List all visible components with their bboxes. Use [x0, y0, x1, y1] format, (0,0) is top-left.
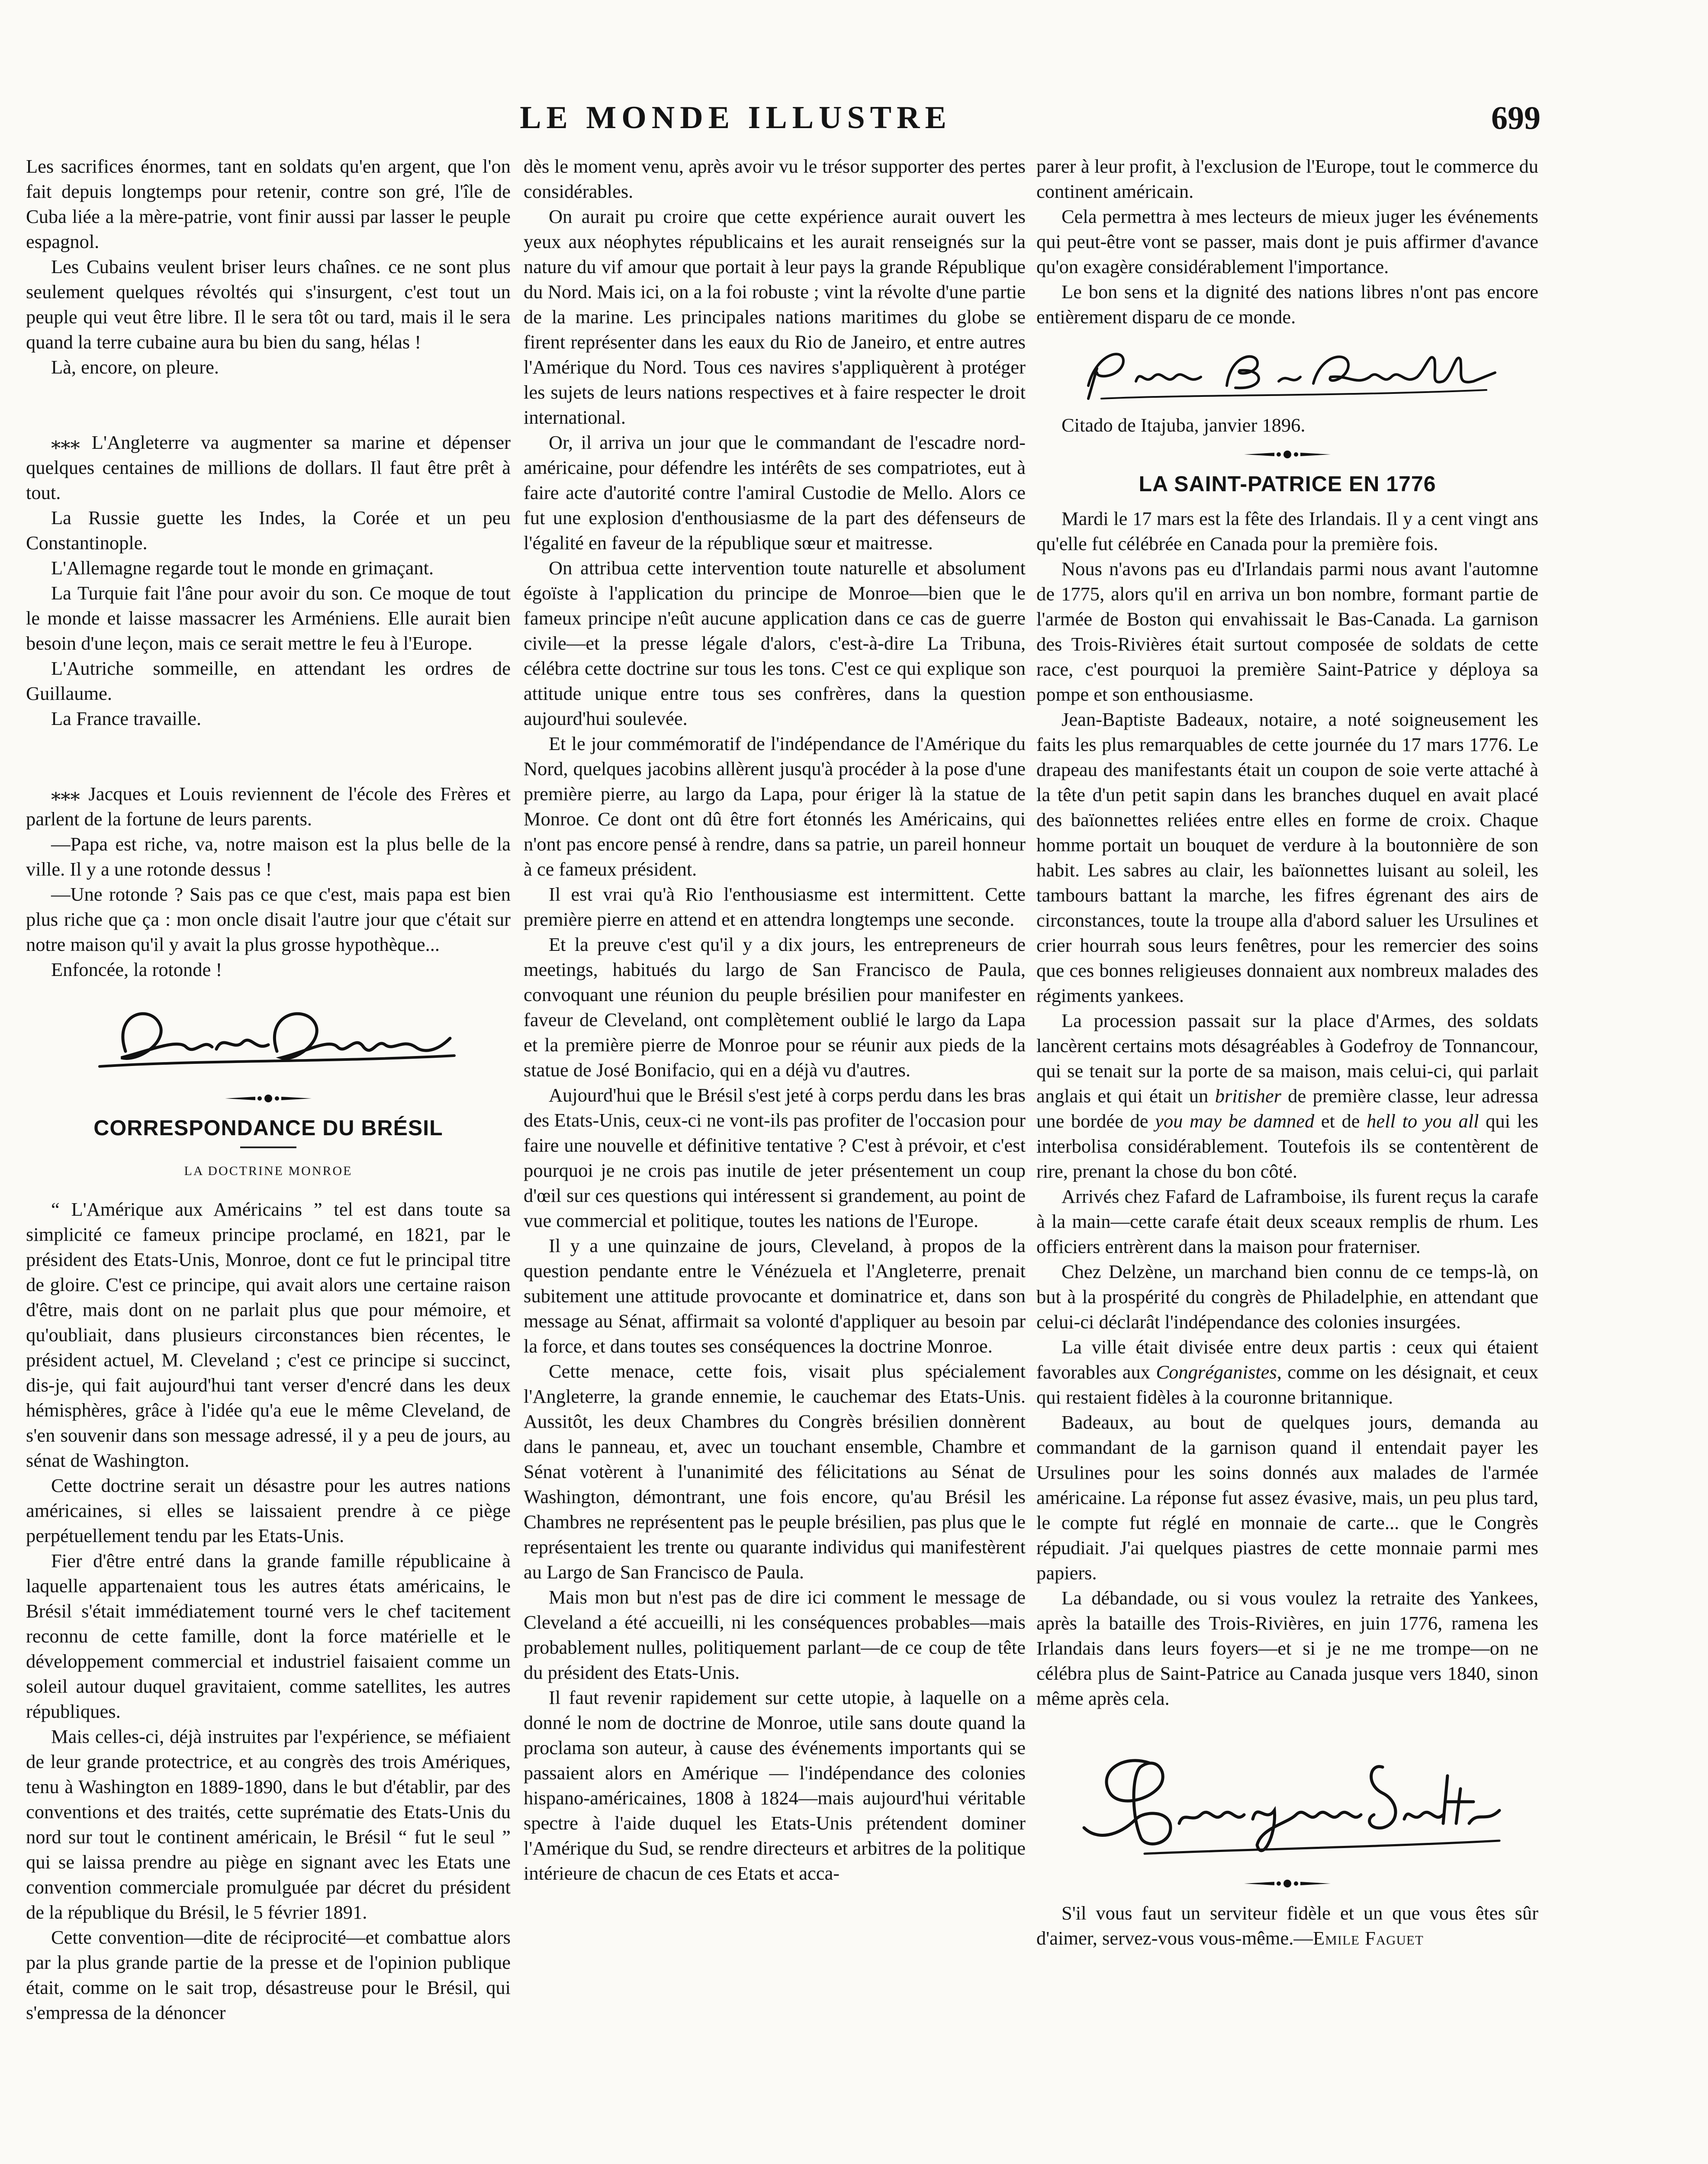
paragraph: Mardi le 17 mars est la fête des Irlandais. Il y a cent vingt ans qu'elle fut célébrée en Canada pour la première fois.	[1036, 508, 1538, 554]
paragraph: ⁎⁎⁎ L'Angleterre va augmenter sa marine et dépenser quelques centaines de millions de dollars. Il faut être prêt à tout.	[26, 432, 511, 503]
paragraph: La débandade, ou si vous voulez la retraite des Yankees, après la bataille des Trois-Rivières, en juin 1776, ramena les Irlandais dans leurs foyers—et si je ne me trompe—on ne célébra plus de Saint-Patrice au Canada jusque vers 1840, sinon même après cela.	[1036, 1587, 1538, 1709]
paragraph: Cette menace, cette fois, visait plus spécialement l'Angleterre, la grande ennemie, le cauchemar des Etats-Unis. Aussitôt, les deux Chambres du Congrès brésilien donnèrent dans le panneau, et, avec un touchant ensemble, Chambre et Sénat votèrent à l'unanimité des félicitations au Sénat de Washington, démontrant, une fois encore, qu'au Brésil les Chambres ne représentent pas le peuple brésilien, pas plus que le représentaient les trente ou quarante individus qui manifestèrent au Largo de San Francisco de Paula.	[524, 1360, 1026, 1583]
paragraph: dès le moment venu, après avoir vu le trésor supporter des pertes considérables.	[524, 155, 1026, 202]
paragraph: —Une rotonde ? Sais pas ce que c'est, mais papa est bien plus riche que ça : mon oncle disait l'autre jour que c'était sur notre maison qu'il y avait la plus grosse hypothèque...	[26, 883, 511, 955]
closing-quote	[1036, 1900, 1538, 1951]
text-run: et de	[1314, 1110, 1367, 1132]
italic-phrase: you may be damned	[1155, 1110, 1315, 1132]
paragraph: Cette doctrine serait un désastre pour les autres nations américaines, si elles se laissaient prendre à ce piège perpétuellement tendu par les Etats-Unis.	[26, 1475, 511, 1546]
handwritten-signature-ledieu	[74, 986, 463, 1082]
paragraph: “ L'Amérique aux Américains ” tel est dans toute sa simplicité ce fameux principe proclamé, en 1821, par le président des Etats-Unis, Monroe, dont ce fut le principal titre de gloire. C'est ce principe, qui avait alors une certaine raison d'être, mais dont on ne parlait plus que pour mémoire, et qu'oubliait, dans plusieurs circonstances bien récentes, le président actuel, M. Cleveland ; c'est ce principe si succinct, dis-je, qui fait aujourd'hui tant verser d'encré dans les deux hémisphères, grâce à l'idée qu'a eue le même Cleveland, de s'en souvenir dans son message adressé, il y a peu de jours, au sénat de Washington.	[26, 1198, 511, 1471]
paragraph: Cette convention—dite de réciprocité—et combattue alors par la plus grande partie de la presse et de l'opinion publique était, comme on le sait trop, désastreuse pour le Brésil, qui s'empressa de la dénoncer	[26, 1926, 511, 2023]
article-heading: LA SAINT-PATRICE EN 1776	[1139, 472, 1436, 496]
paragraph: Or, il arriva un jour que le commandant de l'escadre nord-américaine, pour défendre les intérêts de ses compatriotes, eut à faire acte d'autorité contre l'amiral Custodie de Mello. Alors ce fut une explosion d'enthousiasme de la part des défenseurs de l'égalité en faveur de la république sœur et maitresse.	[524, 432, 1026, 554]
paragraph: parer à leur profit, à l'exclusion de l'Europe, tout le commerce du continent américain.	[1036, 155, 1538, 202]
handwritten-signature-boucherville	[1071, 334, 1504, 407]
paragraph: Mais celles-ci, déjà instruites par l'expérience, se méfiaient de leur grande protectrice, et au congrès des trois Amériques, tenu à Washington en 1889-1890, dans le but d'établir, par des conventions et des traités, cette suprématie des Etats-Unis du nord sur tout le continent américain, le Brésil “ fut le seul ” qui se laissa prendre au piège en signant avec les Etats une convention commerciale promulguée par décret du président de la république du Brésil, le 5 février 1891.	[26, 1726, 511, 1923]
quote-text: S'il vous faut un serviteur fidèle et un que vous êtes sûr d'aimer, servez-vous vous-même.—	[1036, 1902, 1538, 1949]
paragraph: La Russie guette les Indes, la Corée et un peu Constantinople.	[26, 507, 511, 554]
paragraph: Arrivés chez Fafard de Laframboise, ils furent reçus la carafe à la main—cette carafe était deux sceaux remplis de rhum. Les officiers entrèrent dans la maison pour fraterniser.	[1036, 1185, 1538, 1257]
paragraph: Les Cubains veulent briser leurs chaînes. ce ne sont plus seulement quelques révoltés qui s'insurgent, c'est tout un peuple qui veut être libre. Il le sera tôt ou tard, mais il le sera quand la terre cubaine aura bu bien du sang, hélas !	[26, 256, 511, 353]
paragraph: Il faut revenir rapidement sur cette utopie, à laquelle on a donné le nom de doctrine de Monroe, utile sans doute quand la proclama son auteur, à cause des événements importants qui se passaient alors en Amérique — l'indépendance des colonies hispano-américaines, 1808 à 1824—mais aujourd'hui véritable spectre à l'aide duquel les Etats-Unis prétendent dominer l'Amérique du Sud, se rendre directeurs et arbitres de la politique intérieure de chacun de ces Etats et acca-	[524, 1687, 1026, 1884]
paragraph: Là, encore, on pleure.	[51, 356, 219, 378]
text-run: de première classe, leur adressa une bordée de	[1036, 1085, 1538, 1132]
paragraph: La France travaille.	[51, 708, 202, 729]
paragraph	[1036, 1008, 1538, 1184]
paragraph: Aujourd'hui que le Brésil s'est jeté à corps perdu dans les bras des Etats-Unis, ceux-ci ne vont-ils pas profiter de l'occasion pour faire une nouvelle et définitive tentative ? C'est à prévoir, et c'est pourquoi je ne crois pas inutile de jeter présentement un coup d'œil sur ces questions qui intéressent si grandement, au point de vue commercial et politique, toutes les nations de l'Europe.	[524, 1084, 1026, 1231]
text-run: La procession passait sur la place d'Armes, des soldats lancèrent certains mots désagréables à Godefroy de Tonnancour, qui se tenait sur la porte de sa maison, mais celui-ci, qui parlait anglais et qui était un	[1036, 1010, 1538, 1107]
paragraph: Fier d'être entré dans la grande famille républicaine à laquelle appartenaient tous les autres états américains, le Brésil s'était immédiatement tourné vers le chef tacitement reconnu de cette famille, dont la force matérielle et le développement commercial et industriel faisaient comme un soleil autour duquel gravitaient, comme satellites, les autres républiques.	[26, 1550, 511, 1722]
paragraph: Chez Delzène, un marchand bien connu de ce temps-là, on but à la prospérité du congrès de Philadelphie, en attendant que celui-ci déclarât l'indépendance des colonies insurgées.	[1036, 1261, 1538, 1333]
paragraph: On attribua cette intervention toute naturelle et absolument égoïste à l'application du principe de Monroe—bien que le fameux principe n'eût aucune application dans ce cas de guerre civile—et la presse légale d'alors, c'est-à-dire La Tribuna, célébra cette doctrine sur tous les tons. C'est ce qui explique son attitude unique entre tous ses confrères, dans la question aujourd'hui soulevée.	[524, 557, 1026, 729]
handwritten-signature-sulte	[1071, 1737, 1504, 1867]
paragraph: Enfoncée, la rotonde !	[51, 959, 222, 980]
paragraph: Et le jour commémoratif de l'indépendance de l'Amérique du Nord, quelques jacobins allèrent jusqu'à procéder à la pose d'une première pierre, au largo da Lapa, pour ériger là la statue de Monroe. Ce dont ont dû être fort étonnés les Américains, qui n'ont pas encore pensé à rendre, dans sa patrie, un pareil honneur à ce fameux président.	[524, 733, 1026, 880]
ornament-divider	[1244, 448, 1331, 461]
masthead	[0, 100, 1708, 147]
paragraph: Il est vrai qu'à Rio l'enthousiasme est intermittent. Cette première pierre en attend et en attendra longtemps une seconde.	[524, 883, 1026, 930]
paragraph: Cela permettra à mes lecteurs de mieux juger les événements qui peut-être vont se passer, mais dont je puis affirmer d'avance qu'on exagère considérablement l'importance.	[1036, 206, 1538, 277]
text-run: , comme on les désignait, et ceux qui restaient fidèles à la couronne britannique.	[1036, 1361, 1538, 1408]
paragraph: Et la preuve c'est qu'il y a dix jours, les entrepreneurs de meetings, habitués du largo de San Francisco de Paula, convoquant une réunion du peuple brésilien pour manifester en faveur de Cleveland, ont complètement oublié le largo da Lapa et la première pierre de Monroe pour se réunir aux pieds de la statue de José Bonifacio, qui en a déjà vu d'autres.	[524, 934, 1026, 1081]
paragraph	[1036, 1334, 1538, 1410]
quote-author: Emile Faguet	[1312, 1927, 1424, 1949]
paragraph: Mais mon but n'est pas de dire ici comment le message de Cleveland a été accueilli, ni les conséquences probables—mais probablement nulles, politiquement parlant—de ce coup de tête du président des Etats-Unis.	[524, 1586, 1026, 1683]
italic-phrase: hell to you all	[1367, 1110, 1479, 1132]
page-number: 699	[1491, 100, 1541, 136]
paragraph: La Turquie fait l'âne pour avoir du son. Ce moque de tout le monde et laisse massacrer les Arméniens. Elle aurait bien besoin d'une leçon, mais ce serait mettre le feu à l'Europe.	[26, 582, 511, 654]
column-right	[1036, 154, 1538, 2164]
paragraph: Les sacrifices énormes, tant en soldats qu'en argent, que l'on fait depuis longtemps pour retenir, contre son gré, l'île de Cuba liée a la mère-patrie, vont finir aussi par lasser le peuple espagnol.	[26, 155, 511, 252]
paragraph: On aurait pu croire que cette expérience aurait ouvert les yeux aux néophytes républicains et les aurait renseignés sur la nature du vif amour que portait à leur pays la grande République du Nord. Mais ici, on a la foi robuste ; vint la révolte d'une partie de la marine. Les principales nations maritimes du globe se firent représenter dans les eaux du Rio de Janeiro, et entre autres l'Amérique du Nord. Tous ces navires s'appliquèrent à protéger les sujets de leurs nations respectives et à faire respecter le droit international.	[524, 206, 1026, 428]
article-subheading: LA DOCTRINE MONROE	[184, 1164, 353, 1178]
dateline: Citado de Itajuba, janvier 1896.	[1061, 414, 1306, 436]
paragraph: L'Allemagne regarde tout le monde en grimaçant.	[51, 557, 434, 579]
paragraph: Nous n'avons pas eu d'Irlandais parmi nous avant l'automne de 1775, alors qu'il en arriva un bon nombre, formant partie de l'armée de Boston qui envahissait le Bas-Canada. La garnison des Trois-Rivières était surtout composée de soldats de cette race, c'est pourquoi la première Saint-Patrice y déploya sa pompe et son enthousiasme.	[1036, 558, 1538, 705]
paragraph: Le bon sens et la dignité des nations libres n'ont pas encore entièrement disparu de ce monde.	[1036, 281, 1538, 328]
newspaper-title: LE MONDE ILLUSTRE	[520, 100, 952, 135]
paragraph: Il y a une quinzaine de jours, Cleveland, à propos de la question pendante entre le Vénézuela et l'Angleterre, prenait subitement une attitude provocante et dominatrice et, dans son message au Sénat, affirmait sa volonté d'appliquer au besoin par la force, et dans toutes ses conséquences la doctrine Monroe.	[524, 1235, 1026, 1357]
italic-word: Congréganistes	[1156, 1361, 1277, 1383]
paragraph: Badeaux, au bout de quelques jours, demanda au commandant de la garnison quand il entendait payer les Ursulines pour les soins donnés aux malades de l'armée américaine. La réponse fut assez évasive, mais, un peu plus tard, le compte fut réglé en monnaie de carte... que le Congrès répudiait. J'ai quelques piastres de cette monnaie parmi mes papiers.	[1036, 1411, 1538, 1584]
column-middle	[524, 154, 1026, 2164]
paragraph: ⁎⁎⁎ Jacques et Louis reviennent de l'école des Frères et parlent de la fortune de leurs parents.	[26, 783, 511, 830]
column-left	[26, 154, 511, 2164]
ornament-divider	[225, 1092, 312, 1105]
ornament-divider	[1244, 1877, 1331, 1890]
heading-rule	[240, 1146, 296, 1148]
paragraph: —Papa est riche, va, notre maison est la plus belle de la ville. Il y a une rotonde dessus !	[26, 833, 511, 880]
paragraph: L'Autriche sommeille, en attendant les ordres de Guillaume.	[26, 657, 511, 704]
text-run: La ville était divisée entre deux partis : ceux qui étaient favorables aux	[1036, 1336, 1538, 1383]
italic-word: britisher	[1215, 1085, 1281, 1107]
paragraph: Jean-Baptiste Badeaux, notaire, a noté soigneusement les faits les plus remarquables de cette journée du 17 mars 1776. Le drapeau des manifestants était un coupon de soie verte attaché à la tête d'un petit sapin dans les branches duquel en avait placé des baïonnettes reliées entre elles en forme de croix. Chaque homme portait un bouquet de verdure à la boutonnière de son habit. Les sabres au clair, les baïonnettes luisant au soleil, les tambours battant la marche, les fifres égrenant des airs de circonstances, toute la troupe alla d'abord saluer les Ursulines et crier hourrah sous leurs fenêtres, pour les remercier des soins que ces bonnes religieuses donnaient aux nombreux malades des régiments yankees.	[1036, 708, 1538, 1006]
text-run: qui les interbolisa considérablement. Toutefois ils se contentèrent de rire, prenant la chose du bon côté.	[1036, 1110, 1538, 1182]
article-heading: CORRESPONDANCE DU BRÉSIL	[93, 1116, 443, 1140]
